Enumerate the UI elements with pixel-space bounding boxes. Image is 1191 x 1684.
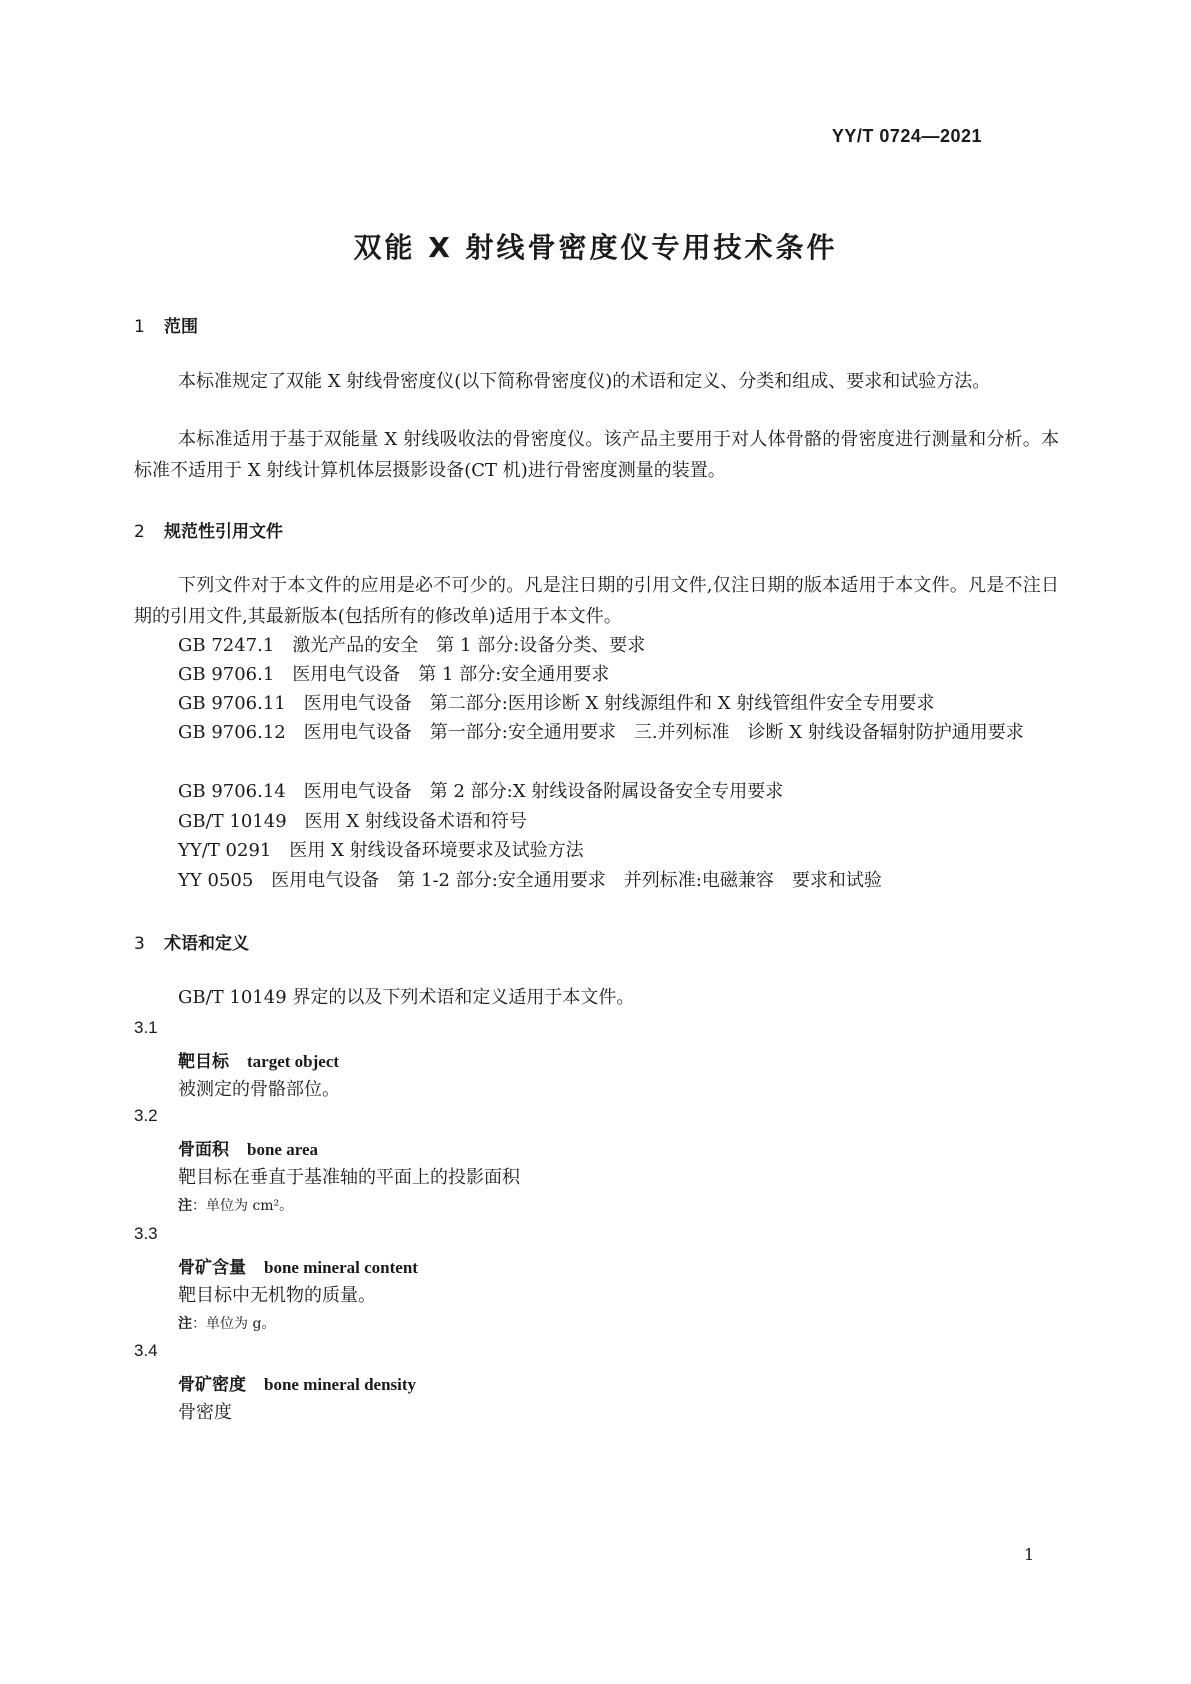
reference-title: 激光产品的安全 第 1 部分:设备分类、要求 xyxy=(292,635,646,656)
term-en: bone mineral density xyxy=(264,1375,417,1394)
term-zh: 骨矿密度 xyxy=(178,1375,246,1395)
term-definition: 被测定的骨骼部位。 xyxy=(178,1079,340,1100)
term-note xyxy=(178,1195,293,1215)
term-zh: 骨面积 xyxy=(178,1140,229,1160)
references-intro: 下列文件对于本文件的应用是必不可少的。凡是注日期的引用文件,仅注日期的版本适用于本文件。凡是不注日期的引用文件,其最新版本(包括所有的修改单)适用于本文件。 xyxy=(134,575,1059,627)
reference-item xyxy=(178,630,645,661)
reference-title: 医用电气设备 第 1-2 部分:安全通用要求 并列标准:电磁兼容 要求和试验 xyxy=(271,870,882,891)
reference-item xyxy=(178,806,527,837)
term-zh: 靶目标 xyxy=(178,1052,229,1072)
note-text: ：单位为 cm²。 xyxy=(192,1198,294,1214)
document-title: 双能 X 射线骨密度仪专用技术条件 xyxy=(353,231,838,264)
reference-code: GB/T 10149 xyxy=(178,811,287,832)
section-3-heading xyxy=(134,929,249,954)
section-2-heading xyxy=(134,517,283,542)
reference-title: 医用电气设备 第一部分:安全通用要求 三.并列标准 诊断 X 射线设备辐射防护通用要求 xyxy=(303,722,1024,743)
reference-item xyxy=(178,835,584,866)
reference-code: GB 9706.11 xyxy=(178,693,286,714)
term-number: 3.2 xyxy=(134,1106,158,1125)
reference-code: YY/T 0291 xyxy=(178,840,272,861)
term-number: 3.3 xyxy=(134,1224,158,1243)
reference-item xyxy=(178,776,783,807)
term-note xyxy=(178,1313,275,1333)
reference-title: 医用 X 射线设备环境要求及试验方法 xyxy=(289,840,584,861)
terms-intro: GB/T 10149 界定的以及下列术语和定义适用于本文件。 xyxy=(178,987,635,1008)
section-title: 术语和定义 xyxy=(164,934,249,954)
term-definition: 骨密度 xyxy=(178,1402,232,1423)
term-en: bone mineral content xyxy=(264,1258,418,1277)
term-en: bone area xyxy=(247,1140,318,1159)
reference-code: GB 9706.12 xyxy=(178,722,286,743)
reference-title: 医用电气设备 第 1 部分:安全通用要求 xyxy=(292,664,610,685)
reference-item xyxy=(178,688,934,719)
section-title: 范围 xyxy=(164,317,198,337)
term-definition: 靶目标中无机物的质量。 xyxy=(178,1285,376,1306)
standard-code: YY/T 0724—2021 xyxy=(831,126,982,146)
reference-code: GB 9706.1 xyxy=(178,664,275,685)
term-number: 3.1 xyxy=(134,1018,158,1037)
reference-item xyxy=(178,659,609,690)
page-number: 1 xyxy=(1024,1545,1035,1564)
reference-code: GB 9706.14 xyxy=(178,781,286,802)
term-definition: 靶目标在垂直于基准轴的平面上的投影面积 xyxy=(178,1167,520,1188)
note-label: 注 xyxy=(178,1316,192,1332)
term-number: 3.4 xyxy=(134,1341,158,1360)
note-text: ：单位为 g。 xyxy=(192,1316,276,1332)
section-number: 2 xyxy=(134,522,145,542)
reference-title: 医用电气设备 第二部分:医用诊断 X 射线源组件和 X 射线管组件安全专用要求 xyxy=(303,693,935,714)
term-entry xyxy=(178,1135,318,1160)
reference-title: 医用 X 射线设备术语和符号 xyxy=(304,811,527,832)
term-en: target object xyxy=(247,1052,340,1071)
section-1-heading xyxy=(134,312,198,337)
section-title: 规范性引用文件 xyxy=(164,522,283,542)
section-number: 1 xyxy=(134,317,145,337)
section-number: 3 xyxy=(134,934,145,954)
reference-title: 医用电气设备 第 2 部分:X 射线设备附属设备安全专用要求 xyxy=(303,781,784,802)
note-label: 注 xyxy=(178,1198,192,1214)
term-zh: 骨矿含量 xyxy=(178,1258,246,1278)
term-entry xyxy=(178,1370,416,1395)
term-entry xyxy=(178,1047,339,1072)
reference-item xyxy=(178,865,882,896)
term-entry xyxy=(178,1253,418,1278)
scope-paragraph-2: 本标准适用于基于双能量 X 射线吸收法的骨密度仪。该产品主要用于对人体骨骼的骨密度进行测量和分析。本标准不适用于 X 射线计算机体层摄影设备(CT 机)进行骨密度测量的装置。 xyxy=(134,429,1059,481)
reference-code: YY 0505 xyxy=(178,870,254,891)
scope-paragraph-1: 本标准规定了双能 X 射线骨密度仪(以下简称骨密度仪)的术语和定义、分类和组成、要求和试验方法。 xyxy=(178,371,991,392)
reference-code: GB 7247.1 xyxy=(178,635,275,656)
reference-item xyxy=(134,717,1059,748)
